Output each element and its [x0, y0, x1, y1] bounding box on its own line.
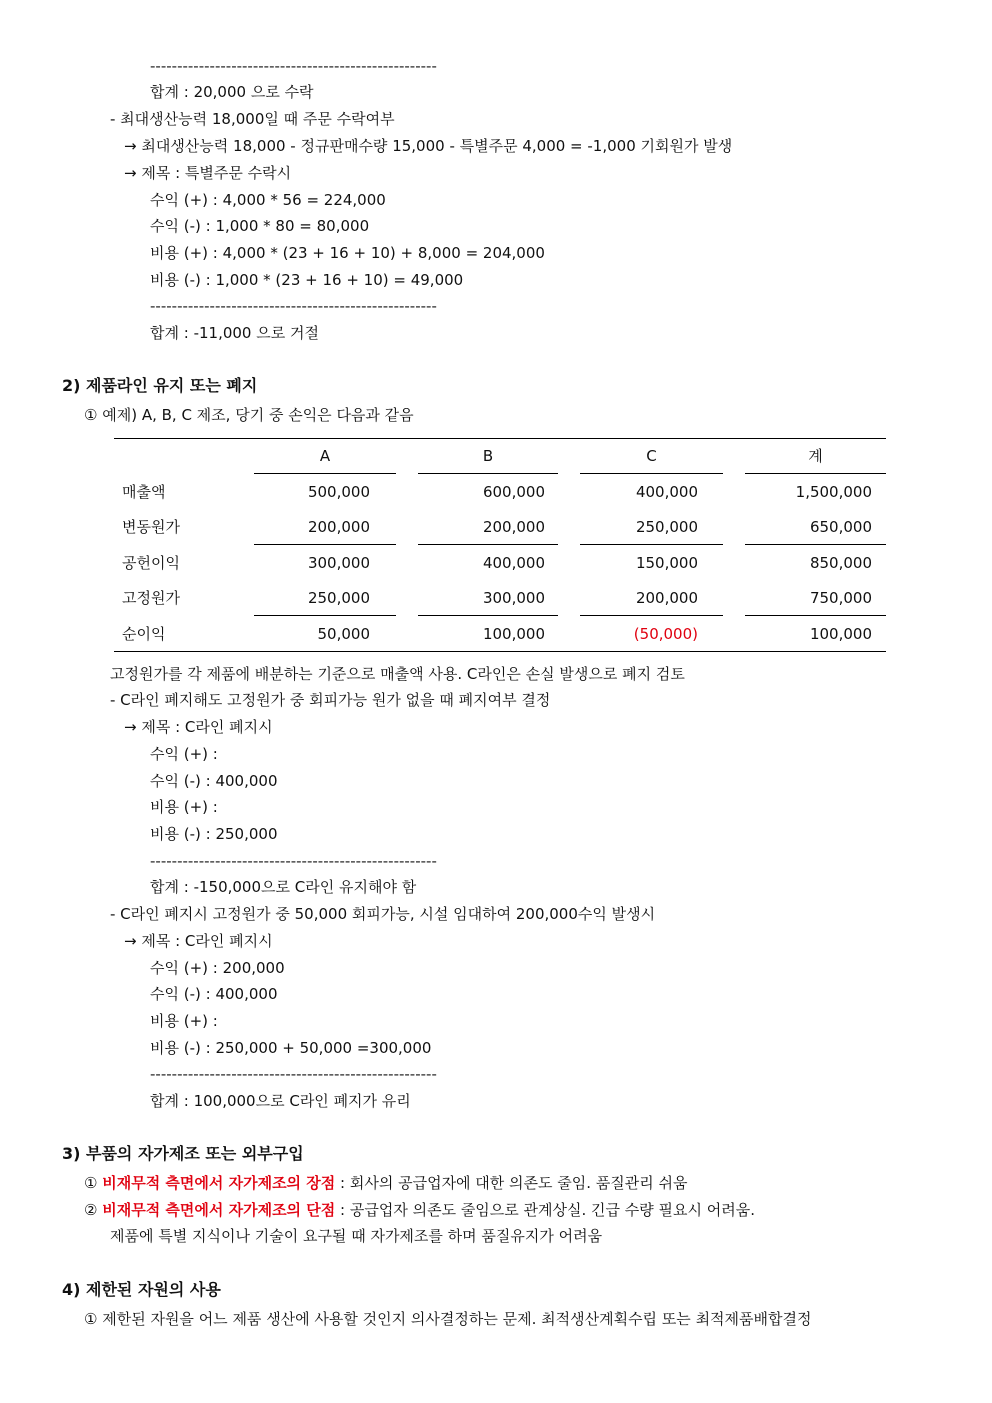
table-cell: 600,000 — [482, 483, 545, 501]
item-marker: ① — [84, 1174, 98, 1192]
case1-cost-plus: 비용 (+) : — [150, 798, 218, 816]
arrow-calc-line: → 최대생산능력 18,000 - 정규판매수량 15,000 - 특별주문 4,000 = -1,000 기회원가 발생 — [124, 137, 733, 155]
table-cell: 250,000 — [307, 589, 370, 607]
header-underline — [745, 473, 886, 474]
case2-total: 합계 : 100,000으로 C라인 폐지가 유리 — [150, 1092, 411, 1110]
table-cell: 850,000 — [809, 554, 872, 572]
row-label: 공헌이익 — [122, 554, 180, 572]
subtotal-rule — [745, 615, 886, 616]
header-underline — [254, 473, 396, 474]
table-header-a: A — [319, 447, 331, 465]
subtotal-rule — [745, 544, 886, 545]
divider-dashes: ----------------------------------------------------- — [150, 1065, 437, 1083]
table-cell: 400,000 — [482, 554, 545, 572]
case2-cost-minus: 비용 (-) : 250,000 + 50,000 =300,000 — [150, 1039, 432, 1057]
bullet-max-capacity: - 최대생산능력 18,000일 때 주문 수락여부 — [110, 110, 395, 128]
table-header-c: C — [646, 447, 657, 465]
item-text: : 공급업자 의존도 줄임으로 관계상실. 긴급 수량 필요시 어려움. — [335, 1201, 756, 1219]
header-underline — [418, 473, 558, 474]
case1-rev-minus: 수익 (-) : 400,000 — [150, 772, 278, 790]
row-label: 변동원가 — [122, 518, 180, 536]
divider-dashes: ----------------------------------------------------- — [150, 852, 437, 870]
case2-bullet: - C라인 폐지시 고정원가 중 50,000 회피가능, 시설 임대하여 200,000수익 발생시 — [110, 905, 656, 923]
highlight-label: 비재무적 측면에서 자가제조의 단점 — [102, 1201, 336, 1219]
note-line: 고정원가를 각 제품에 배분하는 기준으로 매출액 사용. C라인은 손실 발생으로 폐지 검토 — [110, 665, 685, 683]
section-heading: 2) 제품라인 유지 또는 폐지 — [62, 376, 258, 395]
divider-dashes: ----------------------------------------------------- — [150, 57, 437, 75]
subtotal-rule — [580, 544, 723, 545]
table-cell: 300,000 — [482, 589, 545, 607]
case2-title: → 제목 : C라인 폐지시 — [124, 932, 273, 950]
table-cell: 50,000 — [317, 625, 370, 643]
table-cell: 750,000 — [809, 589, 872, 607]
section-heading: 3) 부품의 자가제조 또는 외부구입 — [62, 1144, 304, 1163]
case1-rev-plus: 수익 (+) : — [150, 745, 218, 763]
case1-bullet: - C라인 폐지해도 고정원가 중 회피가능 원가 없을 때 폐지여부 결정 — [110, 691, 551, 709]
table-cell-negative: (50,000) — [633, 625, 698, 643]
highlight-label: 비재무적 측면에서 자가제조의 장점 — [102, 1174, 336, 1192]
total-line: 합계 : 20,000 으로 수락 — [150, 83, 314, 101]
divider-dashes: ----------------------------------------------------- — [150, 297, 437, 315]
item-marker: ② — [84, 1201, 98, 1219]
table-header-total: 계 — [808, 447, 823, 465]
table-cell: 200,000 — [635, 589, 698, 607]
list-item: ① 제한된 자원을 어느 제품 생산에 사용할 것인지 의사결정하는 문제. 최적생산계획수립 또는 최적제품배합결정 — [84, 1310, 812, 1328]
subtotal-rule — [254, 615, 396, 616]
header-underline — [580, 473, 723, 474]
table-cell: 100,000 — [482, 625, 545, 643]
table-header-b: B — [482, 447, 494, 465]
case1-cost-minus: 비용 (-) : 250,000 — [150, 825, 278, 843]
item-text: : 회사의 공급업자에 대한 의존도 줄임. 품질관리 쉬움 — [335, 1174, 688, 1192]
cost-minus-line: 비용 (-) : 1,000 * (23 + 16 + 10) = 49,000 — [150, 271, 464, 289]
table-cell: 250,000 — [635, 518, 698, 536]
example-line: ① 예제) A, B, C 제조, 당기 중 손익은 다음과 같음 — [84, 406, 414, 424]
row-label: 순이익 — [122, 625, 166, 643]
row-label: 매출액 — [122, 483, 166, 501]
subtotal-rule — [418, 615, 558, 616]
total-line: 합계 : -11,000 으로 거절 — [150, 324, 319, 342]
revenue-plus-line: 수익 (+) : 4,000 * 56 = 224,000 — [150, 191, 386, 209]
cost-plus-line: 비용 (+) : 4,000 * (23 + 16 + 10) + 8,000 = 204,000 — [150, 244, 545, 262]
subtotal-rule — [254, 544, 396, 545]
table-top-rule — [114, 438, 886, 439]
table-cell: 200,000 — [307, 518, 370, 536]
list-item — [84, 1173, 688, 1193]
arrow-title-line: → 제목 : 특별주문 수락시 — [124, 164, 292, 182]
table-cell: 400,000 — [635, 483, 698, 501]
section-heading: 4) 제한된 자원의 사용 — [62, 1280, 221, 1299]
row-label: 고정원가 — [122, 589, 180, 607]
table-bottom-rule — [114, 651, 886, 652]
case2-rev-plus: 수익 (+) : 200,000 — [150, 959, 285, 977]
table-cell: 650,000 — [809, 518, 872, 536]
case2-cost-plus: 비용 (+) : — [150, 1012, 218, 1030]
table-cell: 200,000 — [482, 518, 545, 536]
table-cell: 300,000 — [307, 554, 370, 572]
subtotal-rule — [580, 615, 723, 616]
subtotal-rule — [418, 544, 558, 545]
table-cell: 1,500,000 — [795, 483, 872, 501]
table-cell: 500,000 — [307, 483, 370, 501]
revenue-minus-line: 수익 (-) : 1,000 * 80 = 80,000 — [150, 217, 370, 235]
list-item — [84, 1200, 755, 1220]
item-continuation: 제품에 특별 지식이나 기술이 요구될 때 자가제조를 하며 품질유지가 어려움 — [110, 1227, 603, 1245]
case2-rev-minus: 수익 (-) : 400,000 — [150, 985, 278, 1003]
table-cell: 100,000 — [809, 625, 872, 643]
case1-title: → 제목 : C라인 폐지시 — [124, 718, 273, 736]
case1-total: 합계 : -150,000으로 C라인 유지해야 함 — [150, 878, 417, 896]
table-cell: 150,000 — [635, 554, 698, 572]
